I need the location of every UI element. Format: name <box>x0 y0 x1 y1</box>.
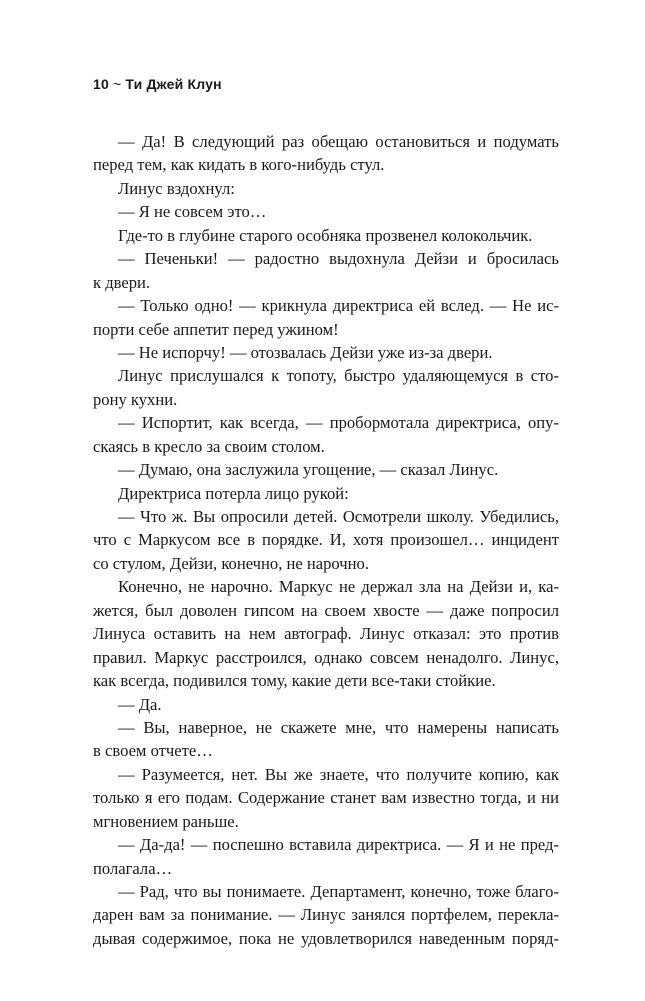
text-line: к двери. <box>93 272 151 292</box>
author-name: Ти Джей Клун <box>125 76 222 92</box>
text-line: перед тем, как кидать в кого-нибудь стул. <box>93 155 385 175</box>
text-line: жется, был доволен гипсом на своем хвосте — даже попросил <box>93 600 559 620</box>
text-line: мгновением раньше. <box>93 811 239 831</box>
text-line: — Испортит, как всегда, — пробормотала директриса, опу- <box>118 413 559 433</box>
text-line: — Думаю, она заслужила угощение, — сказал Линус. <box>118 460 499 480</box>
text-line: только я его подам. Содержание станет вам известно тогда, и ни <box>93 788 559 808</box>
text-line: — Да. <box>118 694 162 714</box>
body-text <box>93 130 559 950</box>
page-number: 10 <box>93 76 109 92</box>
text-line: — Я не совсем это… <box>118 202 267 222</box>
text-line: Директриса потерла лицо рукой: <box>118 483 349 503</box>
running-head <box>93 76 222 92</box>
text-line: Линус вздохнул: <box>118 178 235 198</box>
text-line: правил. Маркус расстроился, однако совсем ненадолго. Линус, <box>93 647 559 667</box>
text-line: — Только одно! — крикнула директриса ей вслед. — Не ис- <box>118 296 559 316</box>
text-line: Линус прислушался к топоту, быстро удаляющемуся в сто- <box>118 366 559 386</box>
text-line: — Разумеется, нет. Вы же знаете, что получите копию, как <box>118 764 559 784</box>
text-line: порти себе аппетит перед ужином! <box>93 319 339 339</box>
text-line: — Да! В следующий раз обещаю остановиться и подумать <box>118 132 559 151</box>
header-separator: ~ <box>112 76 122 92</box>
text-line: скаясь в кресло за своим столом. <box>93 436 325 456</box>
text-line: — Что ж. Вы опросили детей. Осмотрели школу. Убедились, <box>118 507 559 526</box>
text-line: дывая содержимое, пока не удовлетворился наведенным поряд- <box>93 928 559 948</box>
text-line: со стулом, Дейзи, конечно, не нарочно. <box>93 553 369 573</box>
text-line: — Да-да! — поспешно вставила директриса. — Я и не пред- <box>118 835 559 855</box>
text-line: Конечно, не нарочно. Маркус не держал зла на Дейзи и, ка- <box>118 577 559 597</box>
text-line: дарен вам за понимание. — Линус занялся портфелем, перекла- <box>93 905 559 925</box>
text-line: — Не испорчу! — отозвалась Дейзи уже из-за двери. <box>118 342 493 362</box>
text-line: — Вы, наверное, не скажете мне, что намерены написать <box>118 717 559 737</box>
text-line: что с Маркусом все в порядке. И, хотя произошел… инцидент <box>93 530 559 550</box>
text-line: — Рад, что вы понимаете. Департамент, конечно, тоже благо- <box>118 882 559 901</box>
text-line: Линуса оставить на нем автограф. Линус отказал: это против <box>93 624 559 644</box>
text-line: полагала… <box>93 858 173 878</box>
text-line: в своем отчете… <box>93 741 213 761</box>
text-line: рону кухни. <box>93 389 178 409</box>
text-line: Где-то в глубине старого особняка прозвенел колокольчик. <box>118 225 533 245</box>
text-line: как всегда, подивился тому, какие дети все-таки стойкие. <box>93 671 496 691</box>
text-line: — Печеньки! — радостно выдохнула Дейзи и бросилась <box>118 249 559 269</box>
